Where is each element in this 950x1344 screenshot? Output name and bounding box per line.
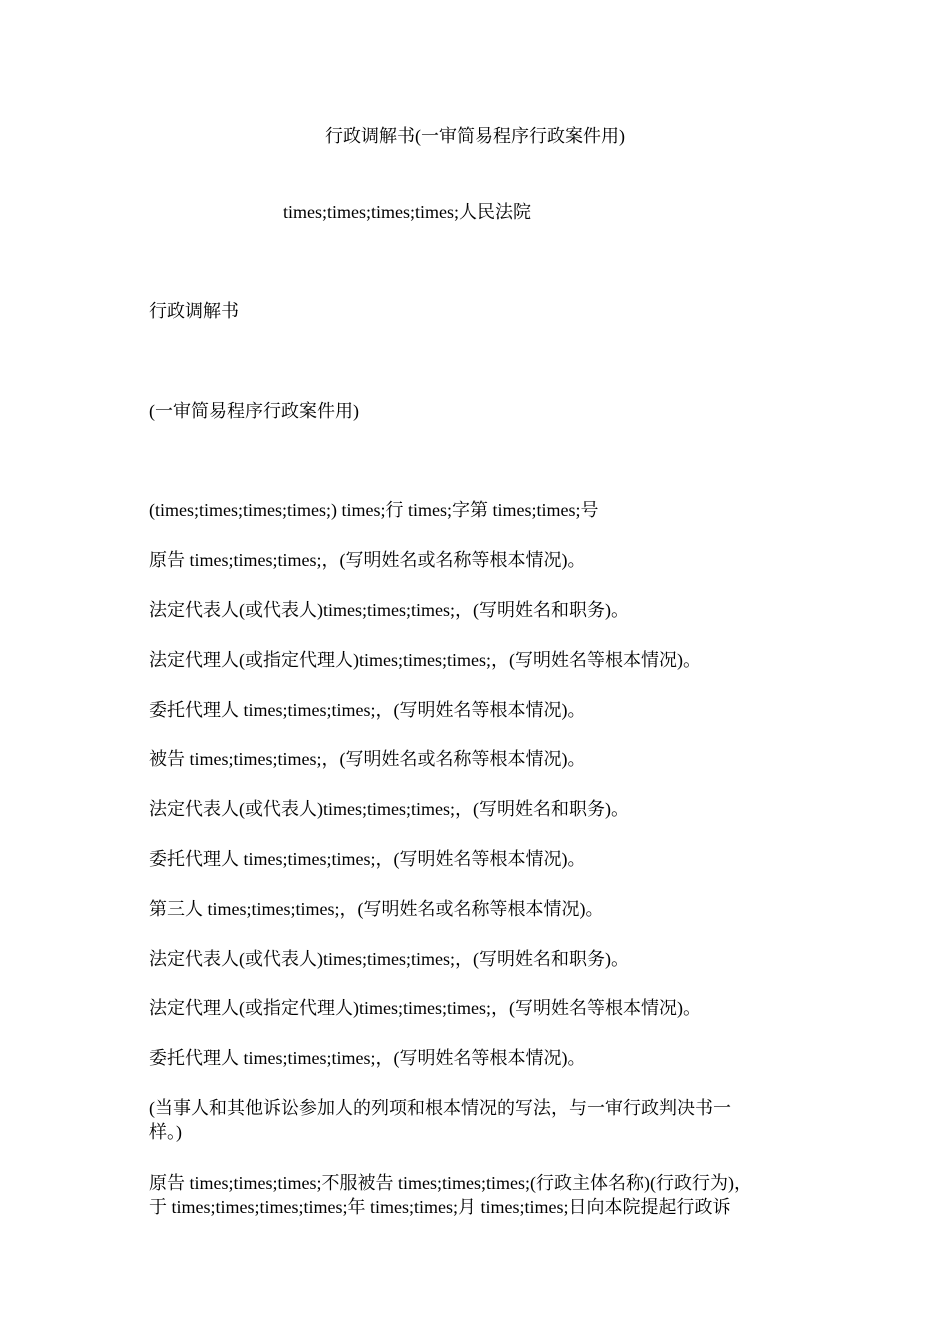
party-third-entrusted-agent: 委托代理人 times;times;times;，(写明姓名等根本情况)。	[149, 1048, 586, 1068]
party-defendant-entrusted-agent: 委托代理人 times;times;times;，(写明姓名等根本情况)。	[149, 849, 586, 869]
note-line-1: (当事人和其他诉讼参加人的列项和根本情况的写法，与一审行政判决书一	[149, 1098, 731, 1118]
party-plaintiff-legal-rep: 法定代表人(或代表人)times;times;times;，(写明姓名和职务)。	[149, 600, 629, 620]
party-defendant: 被告 times;times;times;，(写明姓名或名称等根本情况)。	[149, 749, 586, 769]
document-title: 行政调解书(一审简易程序行政案件用)	[325, 126, 625, 146]
body-paragraph-line-1: 原告 times;times;times;不服被告 times;times;times;(行政主体名称)(行政行为)，	[149, 1173, 752, 1193]
party-third-legal-rep: 法定代表人(或代表人)times;times;times;，(写明姓名和职务)。	[149, 949, 629, 969]
document-subheading: (一审简易程序行政案件用)	[149, 401, 359, 421]
party-plaintiff-entrusted-agent: 委托代理人 times;times;times;，(写明姓名等根本情况)。	[149, 700, 586, 720]
party-third-statutory-agent: 法定代理人(或指定代理人)times;times;times;，(写明姓名等根本情况)。	[149, 998, 701, 1018]
party-defendant-legal-rep: 法定代表人(或代表人)times;times;times;，(写明姓名和职务)。	[149, 799, 629, 819]
body-paragraph-line-2: 于 times;times;times;times;年 times;times;月 times;times;日向本院提起行政诉	[149, 1197, 731, 1217]
case-number: (times;times;times;times;) times;行 times;字第 times;times;号	[149, 500, 599, 520]
court-name: times;times;times;times;人民法院	[283, 202, 531, 222]
document-heading: 行政调解书	[149, 301, 239, 321]
party-plaintiff-statutory-agent: 法定代理人(或指定代理人)times;times;times;，(写明姓名等根本情况)。	[149, 650, 701, 670]
note-line-2: 样。)	[149, 1122, 182, 1142]
party-plaintiff: 原告 times;times;times;，(写明姓名或名称等根本情况)。	[149, 550, 586, 570]
party-third: 第三人 times;times;times;，(写明姓名或名称等根本情况)。	[149, 899, 604, 919]
